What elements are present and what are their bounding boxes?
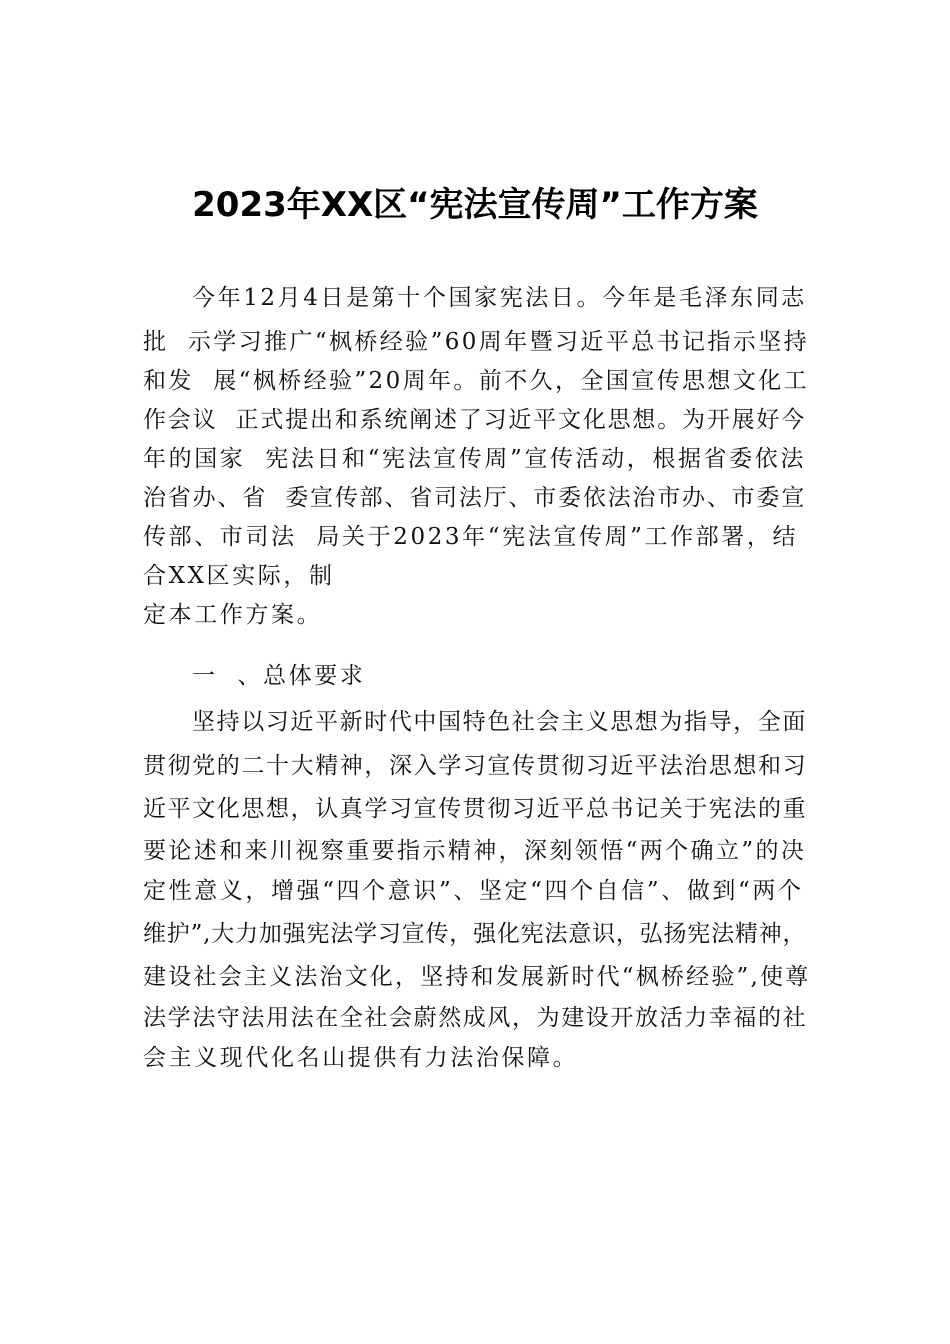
paragraph-2-line-2: 贯彻党的二十大精神，深入学习宣传贯彻习近平法治思想和习 <box>143 753 808 779</box>
paragraph-1-line-6: 治省办、省 委宣传部、省司法厅、市委依法治市办、市委宣 <box>143 485 807 511</box>
paragraph-2-line-9: 会主义现代化名山提供有力法治保障。 <box>143 1045 579 1071</box>
paragraph-1-line-8: 合XX区实际，制 <box>143 563 335 589</box>
paragraph-1-line-3: 和发 展“枫桥经验”20周年。前不久，全国宣传思想文化工 <box>143 368 810 394</box>
section-1-heading: 一 、总体要求 <box>192 663 366 689</box>
paragraph-1-line-9: 定本工作方案。 <box>143 602 323 628</box>
document-title: 2023年XX区“宪法宣传周”工作方案 <box>192 185 758 225</box>
paragraph-1-line-4: 作会议 正式提出和系统阐述了习近平文化思想。为开展好今 <box>143 407 807 433</box>
paragraph-1-line-7: 传部、市司法 局关于2023年“宪法宣传周”工作部署，结 <box>143 524 799 550</box>
paragraph-1-line-2: 批 示学习推广“枫桥经验”60周年暨习近平总书记指示坚持 <box>143 329 810 355</box>
paragraph-2-line-3: 近平文化思想，认真学习宣传贯彻习近平总书记关于宪法的重 <box>143 796 808 822</box>
paragraph-2-line-1: 坚持以习近平新时代中国特色社会主义思想为指导，全面 <box>192 709 807 735</box>
paragraph-1-line-1: 今年12月4日是第十个国家宪法日。今年是毛泽东同志 <box>192 285 807 311</box>
paragraph-2-line-8: 法学法守法用法在全社会蔚然成风，为建设开放活力幸福的社 <box>143 1005 808 1031</box>
paragraph-2-line-7: 建设社会主义法治文化，坚持和发展新时代“枫桥经验”,使尊 <box>143 964 811 990</box>
paragraph-2-line-5: 定性意义，增强“四个意识”、坚定“四个自信”、做到“两个 <box>143 878 804 904</box>
paragraph-2-line-6: 维护”,大力加强宪法学习宣传，强化宪法意识，弘扬宪法精神， <box>143 921 807 947</box>
paragraph-1-line-5: 年的国家 宪法日和“宪法宣传周”宣传活动，根据省委依法 <box>143 446 806 472</box>
paragraph-2-line-4: 要论述和来川视察重要指示精神，深刻领悟“两个确立”的决 <box>143 838 807 864</box>
